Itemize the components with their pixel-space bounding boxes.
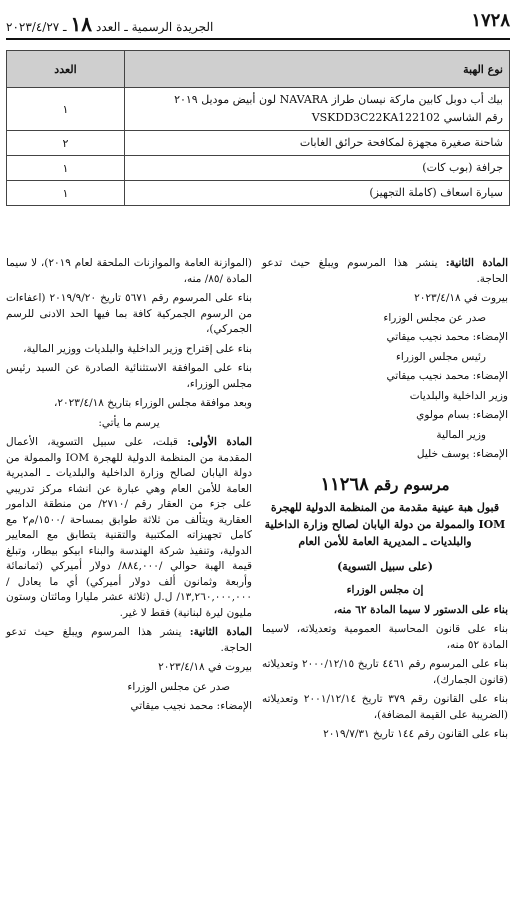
decree-heading bbox=[262, 473, 508, 495]
signature: الإمضاء: محمد نجيب ميقاتي bbox=[130, 700, 252, 712]
article-text: قبلت، على سبيل التسوية، الأعمال المقدمة من المنظمة الدولية للهجرة IOM والممولة من دولة اليابان لصالح وزارة الداخلية والبلديات ـ المديرية العامة للأمن العام وهي عبارة عن انشاء مركز تدريبي على جزء من العقار رقم /٢٧١٠/ من منطقة الدامور العقارية ويتألف من ثلاثة طوابق بمساحة /١٥٠٠/م٢ مع كامل تجهيزاته المكتبية والتقنية يتطابق مع المعايير الدولية، وتنفيذ شركة الهندسة والبناء ابيكو بيطار، وتبلغ قيمة الهبة حوالي /٨٨٤,٠٠٠/ دولار أميركي (ثمانمائة وأربعة وثمانون ألف دولار أميركي) أي ما يعادل /١٣,٢٦٠,٠٠٠,٠٠٠/ ل.ل (ثلاثة عشر مليارا ومائتان وستون مليون ليرة لبنانية) فقط لا غير. bbox=[6, 436, 253, 619]
header-rule bbox=[6, 38, 510, 40]
signature: الإمضاء: محمد نجيب ميقاتي bbox=[386, 370, 508, 382]
table-cell-qty: ١ bbox=[7, 156, 125, 181]
whereas-clause: (الموازنة العامة والموازنات الملحقة لعام ٢٠١٩)، لا سيما المادة /٨٥/ منه، bbox=[6, 257, 252, 285]
article-text: ينشر هذا المرسوم ويبلغ حيث تدعو الحاجة. bbox=[6, 626, 252, 654]
table-cell-type bbox=[125, 131, 510, 156]
issue-number: ١٨ bbox=[70, 12, 93, 36]
council-heading: إن مجلس الوزراء bbox=[346, 584, 424, 596]
item-description: بيك أب دوبل كابين ماركة نيسان طراز NAVARA لون أبيض موديل ٢٠١٩ bbox=[174, 93, 503, 106]
page-header bbox=[6, 10, 510, 38]
table-cell-qty: ١ bbox=[7, 181, 125, 206]
table-cell-type bbox=[125, 181, 510, 206]
signature: الإمضاء: محمد نجيب ميقاتي bbox=[386, 331, 508, 343]
table-cell-type bbox=[125, 88, 510, 131]
whereas-clause: بناء على المرسوم رقم ٤٤٦١ تاريخ ٢٠٠٠/١٢/١٥ وتعديلاته (قانون الجمارك)، bbox=[262, 658, 508, 686]
decree-title: قبول هبة عينية مقدمة من المنظمة الدولية للهجرة IOM والممولة من دولة اليابان لصالح وزارة الداخلية والبلديات ـ المديرية العامة للأمن العام bbox=[264, 501, 506, 548]
table-cell-type bbox=[125, 156, 510, 181]
minister-interior: وزير الداخلية والبلديات bbox=[409, 389, 508, 402]
decree-label: مرسوم رقم bbox=[374, 475, 450, 494]
col-qty-header: العدد bbox=[7, 51, 125, 88]
issued-by: صدر عن مجلس الوزراء bbox=[127, 680, 230, 693]
page-number: ١٧٢٨ bbox=[471, 10, 510, 30]
article-label: المادة الثانية: bbox=[189, 626, 252, 638]
gazette-title bbox=[6, 12, 213, 36]
article-2 bbox=[262, 256, 508, 287]
gazette-name: الجريدة الرسمية ـ العدد bbox=[96, 20, 214, 34]
decree-subtitle: (على سبيل التسوية) bbox=[337, 560, 433, 573]
table-row bbox=[7, 88, 510, 131]
article-2 bbox=[6, 625, 252, 656]
article-text: ينشر هذا المرسوم ويبلغ حيث تدعو الحاجة. bbox=[262, 257, 508, 285]
article-label: المادة الثانية: bbox=[445, 257, 508, 269]
minister-finance: وزير المالية bbox=[436, 428, 486, 441]
whereas-clause: بناء على الموافقة الاستثنائية الصادرة عن السيد رئيس مجلس الوزراء، bbox=[6, 362, 252, 390]
whereas-clause: بناء على المرسوم رقم ٥٦٧١ تاريخ ٢٠١٩/٩/٢٠ (اعفاءات من الرسوم الجمركية كافة بما فيها الحد الادنى للرسم الجمركي)، bbox=[6, 292, 252, 335]
whereas-clause: بناء على إقتراح وزير الداخلية والبلديات ووزير المالية، bbox=[23, 342, 252, 355]
issued-by: صدر عن مجلس الوزراء bbox=[383, 311, 486, 324]
item-description: سيارة اسعاف (كاملة التجهيز) bbox=[369, 186, 503, 199]
city-date: بيروت في ٢٠٢٣/٤/١٨ bbox=[158, 661, 252, 673]
table-row bbox=[7, 181, 510, 206]
table-cell-qty: ١ bbox=[7, 88, 125, 131]
pm-title: رئيس مجلس الوزراء bbox=[395, 350, 486, 363]
table-header-row bbox=[7, 51, 510, 88]
whereas-clause: وبعد موافقة مجلس الوزراء بتاريخ ٢٠٢٣/٤/١٨، bbox=[54, 397, 252, 409]
right-column bbox=[262, 256, 508, 747]
signature: الإمضاء: بسام مولوي bbox=[416, 409, 508, 421]
city-date: بيروت في ٢٠٢٣/٤/١٨ bbox=[414, 292, 508, 304]
table-cell-qty: ٢ bbox=[7, 131, 125, 156]
article-1 bbox=[6, 435, 252, 621]
decree-number: ١١٢٦٨ bbox=[320, 473, 369, 495]
left-column bbox=[6, 256, 252, 719]
table-row bbox=[7, 156, 510, 181]
issue-date: ـ ٢٠٢٣/٤/٢٧ bbox=[6, 20, 67, 34]
table-row bbox=[7, 131, 510, 156]
article-label: المادة الأولى: bbox=[187, 436, 252, 448]
grant-table bbox=[6, 50, 510, 206]
item-chassis: رقم الشاسي VSKDD3C22KA122102 bbox=[311, 111, 503, 124]
constitution-clause: بناء على الدستور لا سيما المادة ٦٢ منه، bbox=[333, 603, 508, 616]
item-description: جرافة (بوب كات) bbox=[422, 161, 503, 174]
col-type-header: نوع الهبة bbox=[125, 51, 510, 88]
item-description: شاحنة صغيرة مجهزة لمكافحة حرائق الغابات bbox=[299, 136, 503, 149]
signature: الإمضاء: يوسف خليل bbox=[416, 448, 508, 460]
whereas-clause: بناء على قانون المحاسبة العمومية وتعديلاته، لاسيما المادة ٥٢ منه، bbox=[262, 623, 508, 651]
whereas-clause: بناء على القانون رقم ٣٧٩ تاريخ ٢٠٠١/١٢/١٤ وتعديلاته (الضريبة على القيمة المضافة)، bbox=[262, 693, 508, 721]
decrees-heading: يرسم ما يأتي: bbox=[98, 416, 160, 429]
whereas-clause: بناء على القانون رقم ١٤٤ تاريخ ٢٠١٩/٧/٣١ bbox=[323, 728, 508, 740]
